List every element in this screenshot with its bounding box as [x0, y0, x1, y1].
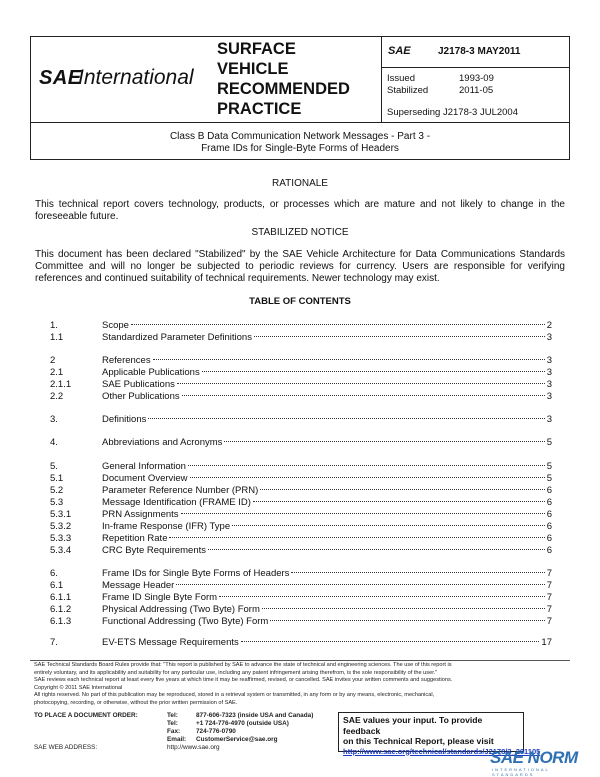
stabilized-value: 2011-05: [459, 85, 494, 96]
toc-entry[interactable]: [50, 509, 552, 521]
toc-entry[interactable]: [50, 497, 552, 509]
superseding-row: [387, 107, 518, 118]
legal-line: entirely voluntary, and its applicability and suitability for any particular use, including any patent infringement arising therefrom, is the sole responsibility of the user.": [34, 669, 438, 676]
toc-leader-dots: [270, 620, 544, 621]
toc-leader-dots: [232, 525, 545, 526]
report-type: [217, 39, 377, 119]
title-line-1: Class B Data Communication Network Messages - Part 3 -: [169, 131, 431, 142]
toc-entry-number: 2: [50, 355, 56, 366]
toc-entry-page: 3: [546, 332, 552, 343]
toc-entry-number: 6.1.1: [50, 592, 72, 603]
toc-leader-dots: [190, 477, 545, 478]
toc-leader-dots: [153, 359, 545, 360]
toc-entry-page: 3: [546, 367, 552, 378]
toc-entry-page: 3: [546, 391, 552, 402]
toc-entry-number: 5.3: [50, 497, 64, 508]
email-label: Email:: [167, 736, 187, 743]
toc-entry-page: 3: [546, 379, 552, 390]
title-line-2: Frame IDs for Single-Byte Forms of Headers: [201, 143, 399, 154]
toc-entry-page: 17: [541, 637, 552, 648]
report-type-line: PRACTICE: [217, 100, 302, 118]
toc-entry-number: 5.: [50, 461, 58, 472]
toc-entry-number: 6.1.3: [50, 616, 72, 627]
toc-entry-number: 6.1.2: [50, 604, 72, 615]
document-meta-panel: [381, 37, 570, 122]
toc-leader-dots: [291, 572, 544, 573]
toc-entry-number: 4.: [50, 437, 58, 448]
toc-entry-number: 2.2: [50, 391, 64, 402]
toc-entry-title: Frame ID Single Byte Form: [102, 592, 218, 603]
toc-leader-dots: [262, 608, 545, 609]
legal-line: All rights reserved. No part of this publication may be reproduced, stored in a retrieval system or transmitted, in any form or by any means, electronic, mechanical,: [34, 692, 435, 698]
toc-entry[interactable]: [50, 355, 552, 367]
toc-entry-number: 6.1: [50, 580, 64, 591]
toc-leader-dots: [208, 549, 545, 550]
issued-value: 1993-09: [459, 73, 494, 84]
toc-entry-title: Standardized Parameter Definitions: [102, 332, 252, 343]
toc-entry-page: 5: [546, 473, 552, 484]
toc-leader-dots: [131, 324, 545, 325]
issued-row: [387, 73, 494, 84]
toc-entry[interactable]: [50, 485, 552, 497]
toc-entry[interactable]: [50, 580, 552, 592]
toc-entry-page: 7: [546, 592, 552, 603]
toc-entry[interactable]: [50, 521, 552, 533]
toc-leader-dots: [241, 641, 540, 642]
stabilized-notice-heading: STABILIZED NOTICE: [251, 227, 349, 238]
toc-entry[interactable]: [50, 533, 552, 545]
document-header: [30, 36, 570, 123]
toc-entry-page: 6: [546, 521, 552, 532]
toc-entry-page: 7: [546, 604, 552, 615]
rationale-text: This technical report covers technology, products, or processes which are mature and not likely to change in the foreseeable future.: [35, 199, 565, 222]
toc-entry-page: 6: [546, 545, 552, 556]
toc-entry-title: Parameter Reference Number (PRN): [102, 485, 259, 496]
toc-entry[interactable]: [50, 592, 552, 604]
toc-entry-title: General Information: [102, 461, 186, 472]
feedback-box: [338, 712, 541, 756]
toc-entry-title: Document Overview: [102, 473, 188, 484]
toc-entry[interactable]: [50, 332, 552, 344]
email-link[interactable]: CustomerService@sae.org: [196, 736, 278, 743]
toc-leader-dots: [253, 501, 545, 502]
toc-leader-dots: [169, 537, 544, 538]
toc-leader-dots: [177, 383, 545, 384]
toc-entry-page: 6: [546, 533, 552, 544]
order-label: TO PLACE A DOCUMENT ORDER:: [34, 712, 138, 719]
feedback-link[interactable]: http://www.sae.org/technical/standards/J2178/3_201105: [343, 746, 541, 756]
superseding-text: Superseding J2178-3 JUL2004: [387, 107, 518, 118]
legal-notice: [34, 662, 554, 707]
toc-entry-title: Repetition Rate: [102, 533, 168, 544]
toc-entry-number: 2.1: [50, 367, 64, 378]
toc-leader-dots: [224, 441, 544, 442]
logo-international-text: International: [78, 66, 194, 89]
toc-entry-title: In-frame Response (IFR) Type: [102, 521, 231, 532]
toc-entry-page: 3: [546, 414, 552, 425]
toc-entry-page: 6: [546, 485, 552, 496]
report-type-line: RECOMMENDED: [217, 80, 350, 98]
stabilized-notice-text: This document has been declared "Stabilized" by the SAE Vehicle Architecture for Data Communications Standards Committee and will no longer be subjected to periodic reviews for currency. Users are responsible for verifying references and continued suitability of technical requirements. Newer technology may exist.: [35, 249, 565, 284]
feedback-line-1: SAE values your input. To provide feedback: [343, 715, 483, 736]
doc-number: J2178-3 MAY2011: [438, 46, 521, 57]
toc-entry-number: 5.2: [50, 485, 64, 496]
sae-norm-stamp: [490, 748, 595, 777]
report-type-line: SURFACE: [217, 40, 296, 58]
toc-leader-dots: [176, 584, 544, 585]
toc-entry-title: References: [102, 355, 151, 366]
toc-leader-dots: [181, 513, 545, 514]
web-link[interactable]: http://www.sae.org: [167, 744, 220, 751]
toc-entry-title: EV-ETS Message Requirements: [102, 637, 239, 648]
toc-entry-title: CRC Byte Requirements: [102, 545, 207, 556]
toc-entry-title: PRN Assignments: [102, 509, 179, 520]
toc-entry[interactable]: [50, 568, 552, 580]
toc-entry-number: 2.1.1: [50, 379, 72, 390]
toc-entry-page: 5: [546, 437, 552, 448]
toc-entry-page: 7: [546, 568, 552, 579]
stabilized-row: [387, 85, 494, 96]
toc-entry[interactable]: [50, 414, 552, 426]
toc-entry-number: 5.3.4: [50, 545, 72, 556]
doc-number-row: [382, 37, 570, 68]
legal-line: SAE reviews each technical report at least every five years at which time it may be reaffirmed, revised, or cancelled. SAE invites your written comments and suggestions.: [34, 677, 453, 683]
toc-entry[interactable]: [50, 320, 552, 332]
toc-entry-title: Applicable Publications: [102, 367, 200, 378]
toc-entry-page: 6: [546, 509, 552, 520]
toc-leader-dots: [182, 395, 545, 396]
toc-entry-number: 5.1: [50, 473, 64, 484]
logo-sae-text: SAE: [39, 67, 82, 89]
toc-entry[interactable]: [50, 637, 552, 649]
web-label: SAE WEB ADDRESS:: [34, 744, 98, 751]
toc-entry-page: 2: [546, 320, 552, 331]
toc-entry[interactable]: [50, 461, 552, 473]
toc-entry-title: SAE Publications: [102, 379, 175, 390]
toc-entry-number: 5.3.3: [50, 533, 72, 544]
legal-line: Copyright © 2011 SAE International: [34, 684, 123, 691]
toc-entry-title: Abbreviations and Acronyms: [102, 437, 223, 448]
legal-line: SAE Technical Standards Board Rules provide that: "This report is published by SAE to advance the state of technical and engineering sciences. The use of this report is: [34, 662, 452, 668]
toc-leader-dots: [188, 465, 545, 466]
rationale-heading: RATIONALE: [272, 178, 328, 189]
toc-entry-title: Other Publications: [102, 391, 180, 402]
sae-international-logo: [31, 37, 209, 122]
toc-entry-title: Functional Addressing (Two Byte) Form: [102, 616, 269, 627]
tel2-value[interactable]: +1 724-776-4970 (outside USA): [196, 720, 289, 727]
toc-entry[interactable]: [50, 437, 552, 449]
toc-entry-title: Definitions: [102, 414, 147, 425]
report-type-line: VEHICLE: [217, 60, 289, 78]
stamp-subtext: INTERNATIONAL STANDARDS: [492, 767, 550, 777]
toc-leader-dots: [219, 596, 545, 597]
toc-entry-number: 3.: [50, 414, 58, 425]
toc-entry-title: Message Identification (FRAME ID): [102, 497, 251, 508]
legal-line: photocopying, recording, or otherwise, without the prior written permission of SAE.: [34, 699, 238, 706]
fax-label: Fax:: [167, 728, 181, 735]
toc-entry[interactable]: [50, 473, 552, 485]
stamp-text: SAE NORM: [490, 748, 578, 767]
toc-entry-title: Physical Addressing (Two Byte) Form: [102, 604, 260, 615]
toc-entry-page: 7: [546, 580, 552, 591]
feedback-line-2: on this Technical Report, please visit: [343, 736, 494, 746]
toc-entry[interactable]: [50, 604, 552, 616]
toc-entry-title: Scope: [102, 320, 129, 331]
toc-leader-dots: [202, 371, 545, 372]
toc-heading: TABLE OF CONTENTS: [249, 296, 351, 307]
toc-entry-page: 6: [546, 497, 552, 508]
toc-entry-number: 5.3.2: [50, 521, 72, 532]
toc-entry-number: 1.1: [50, 332, 64, 343]
toc-entry-number: 1.: [50, 320, 58, 331]
stabilized-label: Stabilized: [387, 85, 429, 96]
toc-entry[interactable]: [50, 379, 552, 391]
footer-divider: [30, 660, 570, 661]
tel2-label: Tel:: [167, 720, 178, 727]
toc-entry-number: 7.: [50, 637, 58, 648]
toc-entry-title: Message Header: [102, 580, 175, 591]
sae-mini-logo: SAE: [388, 45, 411, 57]
toc-entry-title: Frame IDs for Single Byte Forms of Headers: [102, 568, 290, 579]
tel-value[interactable]: 877-606-7323 (inside USA and Canada): [196, 712, 314, 719]
tel-label: Tel:: [167, 712, 178, 719]
toc-entry[interactable]: [50, 391, 552, 403]
fax-value: 724-776-0790: [196, 728, 236, 735]
toc-leader-dots: [254, 336, 545, 337]
toc-entry-page: 7: [546, 616, 552, 627]
toc-entry-number: 6.: [50, 568, 58, 579]
toc-entry[interactable]: [50, 616, 552, 628]
toc-leader-dots: [260, 489, 544, 490]
toc-entry-number: 5.3.1: [50, 509, 72, 520]
document-title: [30, 123, 570, 160]
toc-entry-page: 5: [546, 461, 552, 472]
issued-label: Issued: [387, 73, 415, 84]
toc-entry[interactable]: [50, 545, 552, 557]
toc-entry-page: 3: [546, 355, 552, 366]
toc-entry[interactable]: [50, 367, 552, 379]
toc-leader-dots: [148, 418, 544, 419]
